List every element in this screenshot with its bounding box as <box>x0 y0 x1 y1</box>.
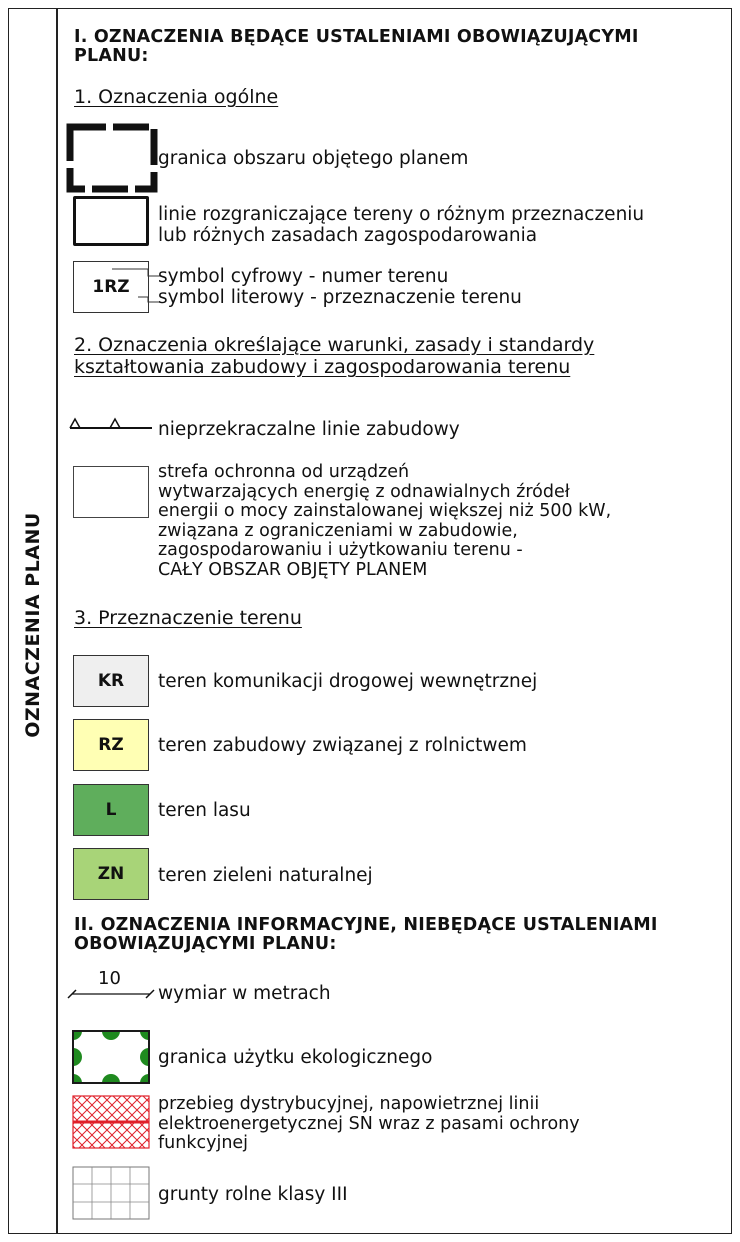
zone-line-3: energii o mocy zainstalowanej większej niż 500 kW, <box>158 501 612 521</box>
zone-line-6: CAŁY OBSZAR OBJĘTY PLANEM <box>158 559 428 580</box>
sub3-title: 3. Przeznaczenie terenu <box>74 607 302 629</box>
dividing-lines-label <box>158 204 644 246</box>
zone-line-5: zagospodarowaniu i użytkowaniu terenu - <box>158 540 523 560</box>
symbol-numeric-label: symbol cyfrowy - numer terenu <box>158 266 449 287</box>
zone-line-4: związana z ograniczeniami w zabudowie, <box>158 520 518 541</box>
power-line-2: elektroenergetycznej SN wraz z pasami ochrony <box>158 1113 580 1134</box>
land-use-code-kr: KR <box>97 671 125 691</box>
land-use-label-zn: teren zieleni naturalnej <box>158 865 373 886</box>
section1-title <box>74 28 639 66</box>
section1-title-line2: PLANU: <box>74 46 149 66</box>
power-line-1: przebieg dystrybucyjnej, napowietrznej linii <box>158 1094 540 1114</box>
side-title: OZNACZENIA PLANU <box>22 512 44 738</box>
dimension-label: wymiar w metrach <box>158 983 331 1004</box>
land-use-box-rz <box>73 719 149 771</box>
land-use-code-zn: ZN <box>97 864 125 884</box>
soil-label: grunty rolne klasy III <box>158 1184 348 1205</box>
building-lines-label: nieprzekraczalne linie zabudowy <box>158 419 460 440</box>
land-use-box-l <box>73 784 149 836</box>
power-line-3: funkcyjnej <box>158 1133 249 1153</box>
zone-line-2: wytwarzających energię z odnawialnych źródeł <box>158 481 570 502</box>
plan-boundary-symbol <box>64 121 160 195</box>
section2-title-line2: OBOWIĄZUJĄCYMI PLANU: <box>74 934 337 954</box>
protection-zone-symbol <box>73 466 149 518</box>
dimension-value: 10 <box>98 968 121 989</box>
symbol-labels <box>158 266 522 308</box>
land-use-box-zn <box>73 848 149 900</box>
sub2-title <box>74 334 594 378</box>
symbol-letter-label: symbol literowy - przeznaczenie terenu <box>158 287 522 308</box>
sub2-title-line1: 2. Oznaczenia określające warunki, zasady i standardy <box>74 334 595 356</box>
sub1-title: 1. Oznaczenia ogólne <box>74 86 279 108</box>
section2-title <box>74 916 658 954</box>
building-line-symbol <box>66 412 156 434</box>
dividing-line-1: linie rozgraniczające tereny o różnym przeznaczeniu <box>158 204 645 225</box>
land-use-label-rz: teren zabudowy związanej z rolnictwem <box>158 735 527 756</box>
section2-title-line1: II. OZNACZENIA INFORMACYJNE, NIEBĘDĄCE USTALENIAMI <box>74 915 658 935</box>
section1-title-line1: I. OZNACZENIA BĘDĄCE USTALENIAMI OBOWIĄZUJĄCYMI <box>74 27 639 47</box>
land-use-label-kr: teren komunikacji drogowej wewnętrznej <box>158 671 538 692</box>
protection-zone-label <box>158 463 611 580</box>
ecological-label: granica użytku ekologicznego <box>158 1047 433 1068</box>
zone-line-1: strefa ochronna od urządzeń <box>158 462 410 482</box>
land-use-code-l: L <box>105 800 117 820</box>
dividing-lines-symbol <box>73 196 149 246</box>
symbol-code: 1RZ <box>92 277 130 297</box>
land-use-label-l: teren lasu <box>158 800 251 821</box>
power-line-label <box>158 1095 580 1154</box>
dividing-line-2: lub różnych zasadach zagospodarowania <box>158 225 538 246</box>
land-use-box-kr <box>73 655 149 707</box>
ecological-area-symbol <box>62 1025 156 1091</box>
power-line-symbol <box>72 1095 152 1151</box>
sub2-title-line2: kształtowania zabudowy i zagospodarowania terenu <box>74 356 571 378</box>
boundary-label: granica obszaru objętego planem <box>158 148 469 169</box>
soil-grid-symbol <box>72 1166 152 1222</box>
land-use-code-rz: RZ <box>98 735 124 755</box>
